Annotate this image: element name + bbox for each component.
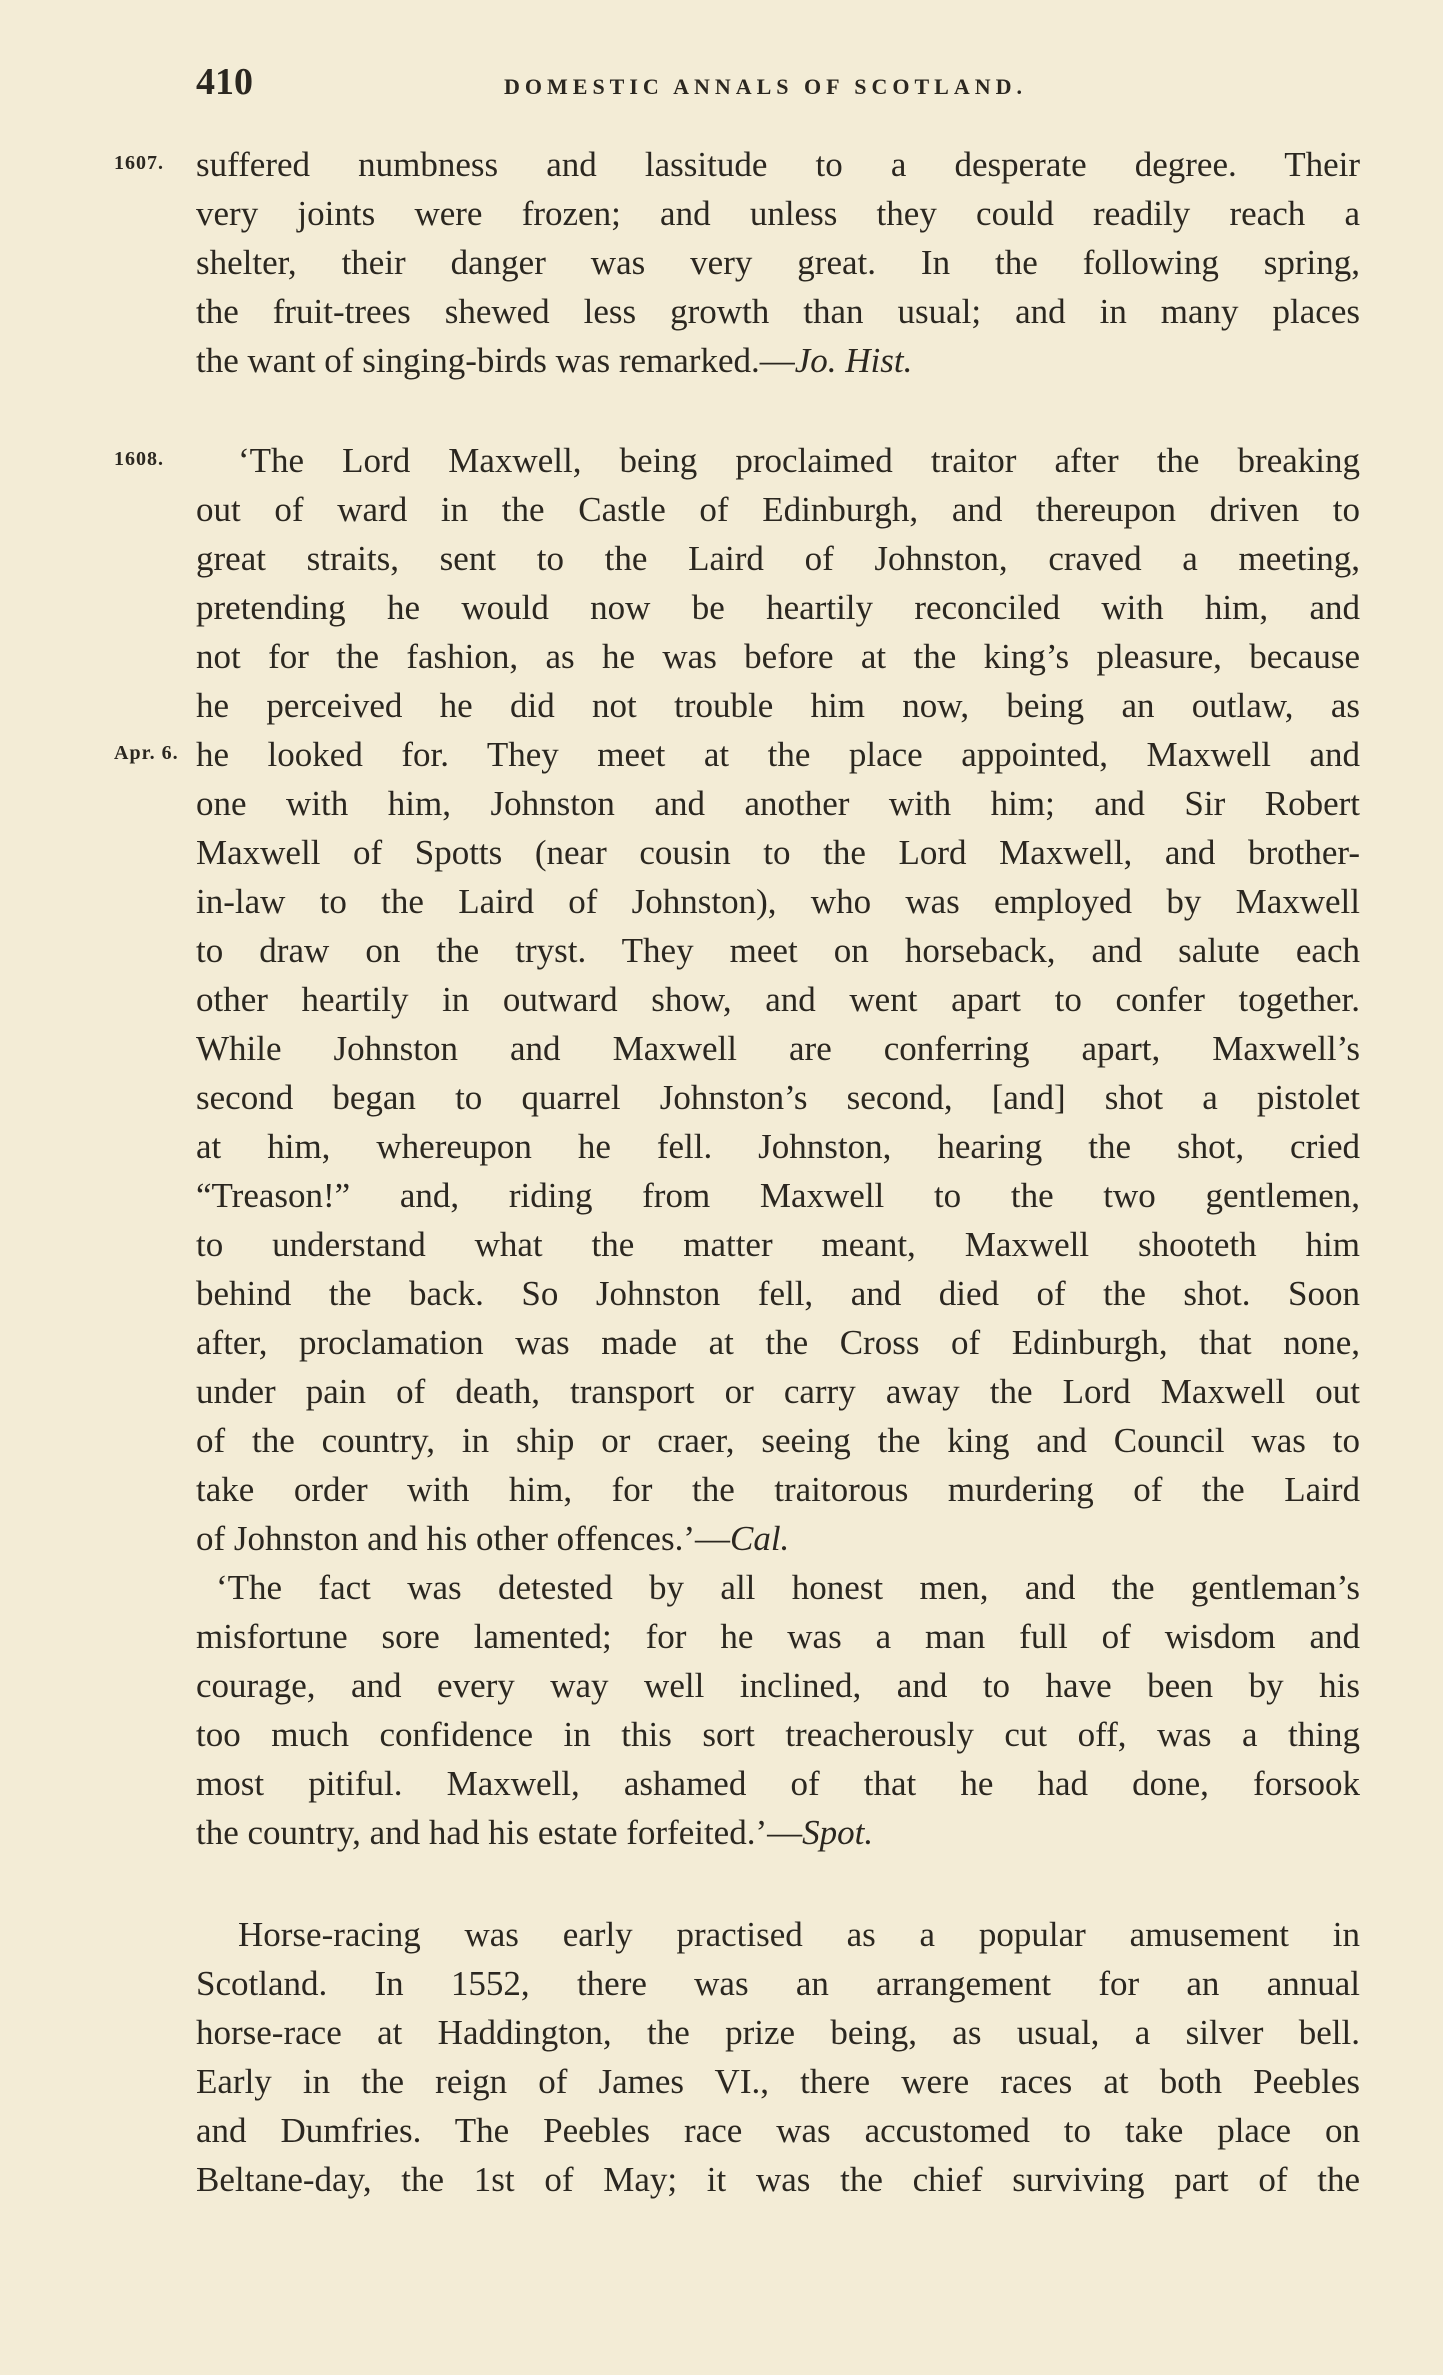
text-span: the country, and had his estate forfeited.’— bbox=[196, 1813, 803, 1852]
margin-year-1607: 1607. bbox=[114, 152, 164, 174]
text-line: not for the fashion, as he was before at the king’s pleasure, because bbox=[196, 637, 1360, 676]
text-line: under pain of death, transport or carry away the Lord Maxwell out bbox=[196, 1372, 1360, 1411]
text-span: of Johnston and his other offences.’— bbox=[196, 1519, 730, 1558]
text-line: take order with him, for the traitorous murdering of the Laird bbox=[196, 1470, 1360, 1509]
margin-date-apr-6: Apr. 6. bbox=[114, 742, 179, 764]
text-line: horse-race at Haddington, the prize being, as usual, a silver bell. bbox=[196, 2013, 1360, 2052]
text-line: of the country, in ship or craer, seeing the king and Council was to bbox=[196, 1421, 1360, 1460]
text-line: other heartily in outward show, and went apart to confer together. bbox=[196, 980, 1360, 1019]
text-line: after, proclamation was made at the Cross of Edinburgh, that none, bbox=[196, 1323, 1360, 1362]
text-line: pretending he would now be heartily reconciled with him, and bbox=[196, 588, 1360, 627]
text-line: he perceived he did not trouble him now, being an outlaw, as bbox=[196, 686, 1360, 725]
text-line: suffered numbness and lassitude to a desperate degree. Their bbox=[196, 145, 1360, 184]
text-line: and Dumfries. The Peebles race was accustomed to take place on bbox=[196, 2111, 1360, 2150]
text-line: While Johnston and Maxwell are conferring apart, Maxwell’s bbox=[196, 1029, 1360, 1068]
text-line: Maxwell of Spotts (near cousin to the Lord Maxwell, and brother- bbox=[196, 833, 1360, 872]
text-line: great straits, sent to the Laird of Johnston, craved a meeting, bbox=[196, 539, 1360, 578]
text-span: the want of singing-birds was remarked.— bbox=[196, 341, 795, 380]
text-line: most pitiful. Maxwell, ashamed of that he had done, forsook bbox=[196, 1764, 1360, 1803]
page-header bbox=[196, 60, 1356, 110]
text-line: Beltane-day, the 1st of May; it was the chief surviving part of the bbox=[196, 2160, 1360, 2199]
margin-year-1608: 1608. bbox=[114, 448, 164, 470]
text-line: courage, and every way well inclined, and to have been by his bbox=[196, 1666, 1360, 1705]
text-line bbox=[196, 1514, 1360, 1563]
text-line bbox=[196, 336, 1360, 385]
text-line: Early in the reign of James VI., there were races at both Peebles bbox=[196, 2062, 1360, 2101]
citation: Cal. bbox=[729, 1519, 790, 1558]
text-line: ‘The fact was detested by all honest men, and the gentleman’s bbox=[216, 1568, 1360, 1607]
text-line: in-law to the Laird of Johnston), who was employed by Maxwell bbox=[196, 882, 1360, 921]
text-line: ‘The Lord Maxwell, being proclaimed traitor after the breaking bbox=[238, 441, 1360, 480]
text-line: one with him, Johnston and another with him; and Sir Robert bbox=[196, 784, 1360, 823]
text-line: to understand what the matter meant, Maxwell shooteth him bbox=[196, 1225, 1360, 1264]
running-head: DOMESTIC ANNALS OF SCOTLAND. bbox=[504, 74, 1028, 99]
citation: Jo. Hist. bbox=[794, 341, 913, 380]
text-line: the fruit-trees shewed less growth than usual; and in many places bbox=[196, 292, 1360, 331]
text-line: Scotland. In 1552, there was an arrangement for an annual bbox=[196, 1964, 1360, 2003]
text-line: to draw on the tryst. They meet on horseback, and salute each bbox=[196, 931, 1360, 970]
text-line: at him, whereupon he fell. Johnston, hearing the shot, cried bbox=[196, 1127, 1360, 1166]
page-number: 410 bbox=[196, 61, 253, 103]
text-line: out of ward in the Castle of Edinburgh, and thereupon driven to bbox=[196, 490, 1360, 529]
citation: Spot. bbox=[802, 1813, 874, 1852]
text-line: Horse-racing was early practised as a popular amusement in bbox=[238, 1915, 1360, 1954]
text-line: very joints were frozen; and unless they could readily reach a bbox=[196, 194, 1360, 233]
text-line: misfortune sore lamented; for he was a man full of wisdom and bbox=[196, 1617, 1360, 1656]
text-line: second began to quarrel Johnston’s second, [and] shot a pistolet bbox=[196, 1078, 1360, 1117]
text-line: too much confidence in this sort treacherously cut off, was a thing bbox=[196, 1715, 1360, 1754]
text-line: “Treason!” and, riding from Maxwell to the two gentlemen, bbox=[196, 1176, 1360, 1215]
text-line: shelter, their danger was very great. In the following spring, bbox=[196, 243, 1360, 282]
text-line bbox=[196, 1808, 1360, 1857]
text-line: he looked for. They meet at the place appointed, Maxwell and bbox=[196, 735, 1360, 774]
text-line: behind the back. So Johnston fell, and died of the shot. Soon bbox=[196, 1274, 1360, 1313]
